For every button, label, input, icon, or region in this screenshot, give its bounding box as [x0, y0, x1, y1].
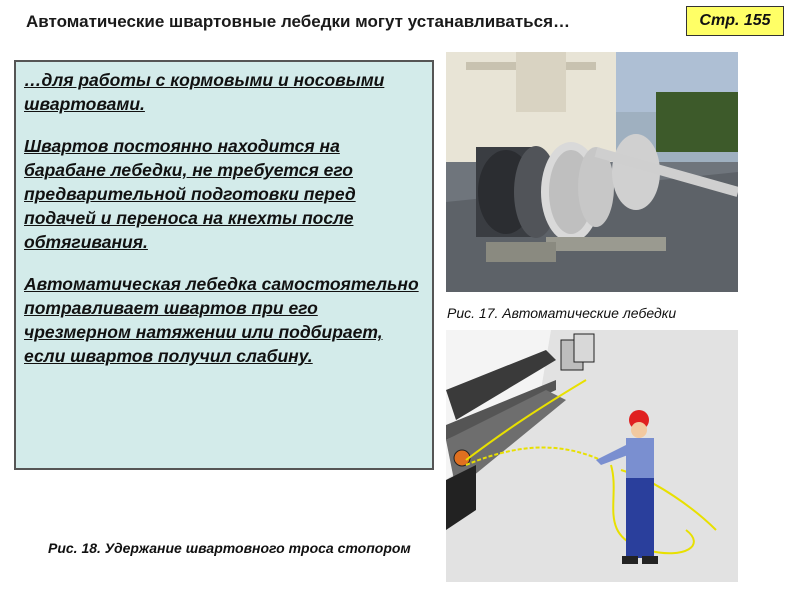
paragraph-usage: …для работы с кормовыми и носовыми швартовами.	[24, 70, 385, 114]
description-text-box	[14, 60, 434, 470]
page-number-badge: Стр. 155	[686, 6, 784, 36]
stopper-illustration	[446, 330, 738, 582]
figure-17-caption: Рис. 17. Автоматические лебедки	[447, 305, 677, 321]
slide-title: Автоматические швартовные лебедки могут устанавливаться…	[26, 12, 571, 31]
winch-photo	[446, 52, 738, 292]
paragraph-rope-storage: Швартов постоянно находится на барабане лебедки, не требуется его предварительной подготовки перед подачей и переноса на кнехты после обтягивания.	[24, 136, 356, 252]
figure-18-caption: Рис. 18. Удержание швартовного троса стопором	[48, 540, 411, 556]
paragraph-auto-tension: Автоматическая лебедка самостоятельно потравливает швартов при его чрезмерном натяжении или подбирает, если швартов получил слабину.	[24, 274, 419, 366]
